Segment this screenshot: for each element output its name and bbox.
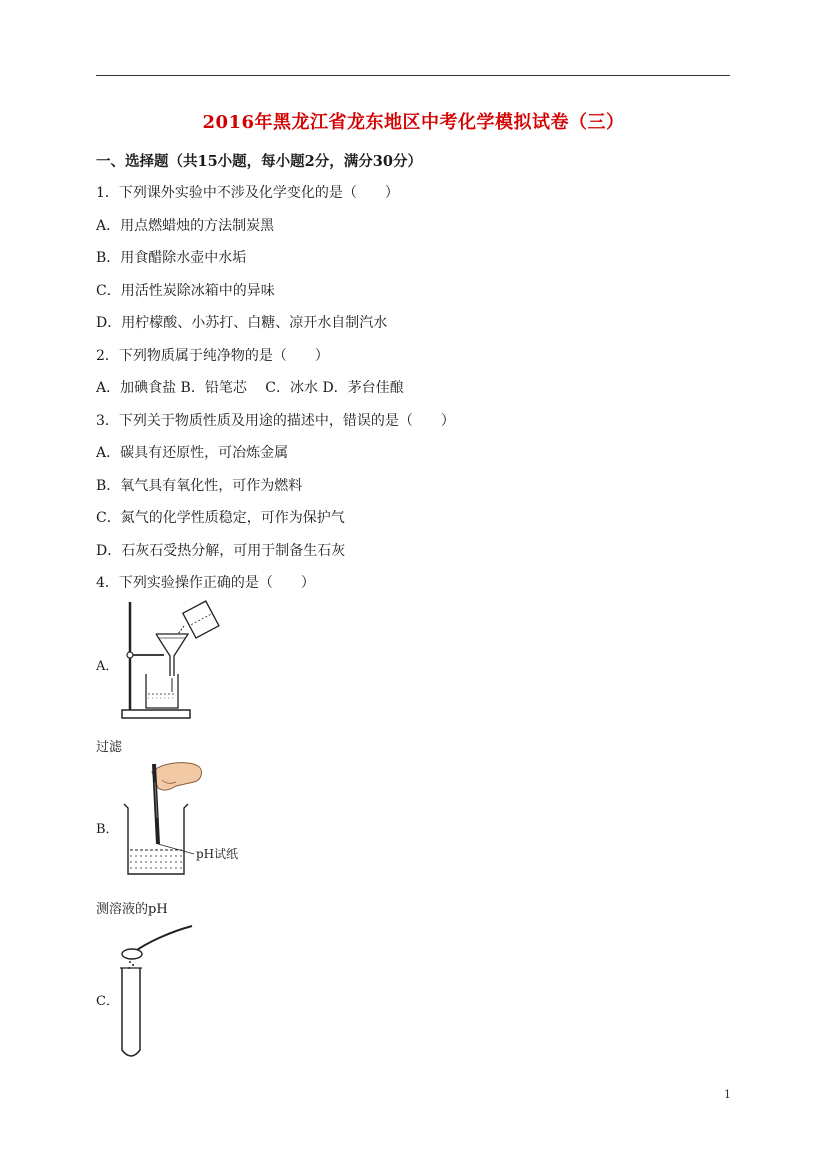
question-2-stem: 2．下列物质属于纯净物的是（ ）: [96, 348, 329, 364]
question-1-option-b: B．用食醋除水壶中水垢: [96, 250, 247, 266]
question-1-option-a: A．用点燃蜡烛的方法制炭黑: [96, 218, 275, 234]
question-3-option-d: D．石灰石受热分解，可用于制备生石灰: [96, 543, 346, 559]
question-4-option-b-letter: B．: [96, 822, 119, 837]
question-1-stem: 1．下列课外实验中不涉及化学变化的是（ ）: [96, 185, 399, 201]
question-3-option-a: A．碳具有还原性，可冶炼金属: [96, 445, 289, 461]
question-4-option-a-letter: A．: [96, 659, 119, 674]
question-3-option-b: B．氧气具有氧化性，可作为燃料: [96, 478, 303, 494]
question-4-option-c-letter: C．: [96, 994, 119, 1009]
section-heading: 一、选择题（共15小题，每小题2分，满分30分）: [96, 153, 422, 170]
question-3-option-c: C．氮气的化学性质稳定，可作为保护气: [96, 510, 345, 526]
question-2-options: A．加碘食盐 B．铅笔芯 C．冰水 D．茅台佳酿: [96, 380, 404, 396]
question-4-stem: 4．下列实验操作正确的是（ ）: [96, 575, 315, 591]
page-number: 1: [724, 1088, 731, 1101]
page-title: 2016年黑龙江省龙东地区中考化学模拟试卷（三）: [202, 112, 625, 133]
question-1-option-c: C．用活性炭除冰箱中的异味: [96, 283, 275, 299]
filtration-figure: [118, 598, 224, 724]
header-rule: [96, 75, 730, 76]
question-4-option-a-caption: 过滤: [96, 740, 123, 755]
question-3-stem: 3．下列关于物质性质及用途的描述中，错误的是（ ）: [96, 413, 455, 429]
question-1-option-d: D．用柠檬酸、小苏打、白糖、凉开水自制汽水: [96, 315, 388, 331]
ph-paper-label: pH试纸: [196, 847, 239, 861]
ph-test-figure: [118, 758, 240, 880]
question-4-option-b-caption: 测溶液的pH: [96, 902, 168, 917]
test-tube-spoon-figure: [118, 920, 198, 1062]
